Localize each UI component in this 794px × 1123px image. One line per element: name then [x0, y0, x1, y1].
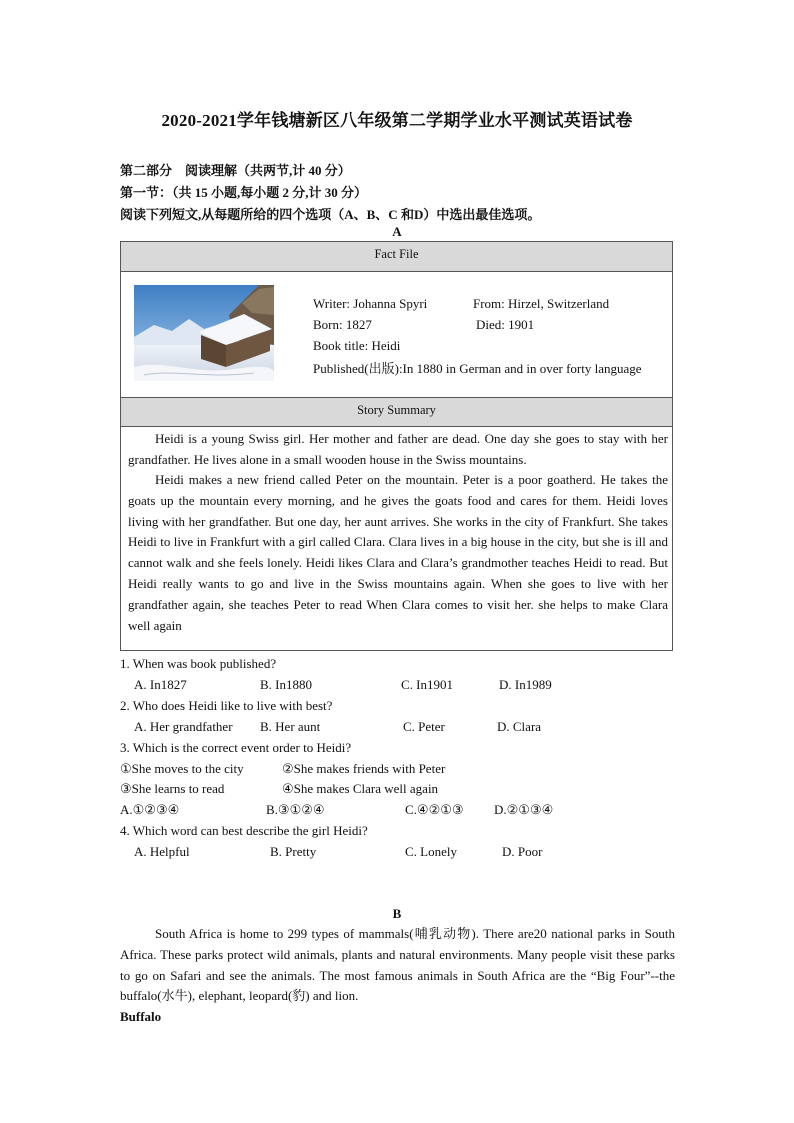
question-4-option-d: D. Poor — [502, 844, 543, 859]
story-summary-header: Story Summary — [121, 397, 672, 427]
question-2-stem: 2. Who does Heidi like to live with best? — [120, 698, 333, 713]
passage-b-subheading: Buffalo — [120, 1009, 162, 1024]
passage-b-paragraph: South Africa is home to 299 types of mammals(哺乳动物). There are20 national parks in South Africa. These parks protect wild animals, plants and natural environments. Many people visit these parks to go on Safari and see the animals. The most famous animals in South Africa are the “Big Four”--the buffalo(水牛), elephant, leopard(豹) and lion. — [120, 926, 675, 1004]
question-3-option-d: D.②①③④ — [494, 802, 554, 817]
page-title: 2020-2021学年钱塘新区八年级第二学期学业水平测试英语试卷 — [161, 111, 633, 130]
question-3-event-4: ④She makes Clara well again — [282, 781, 439, 796]
subsection-heading: 第一节：（共 15 小题,每小题 2 分,计 30 分） — [120, 185, 368, 200]
question-3-option-a: A.①②③④ — [120, 802, 180, 817]
question-1-stem: 1. When was book published? — [120, 656, 277, 671]
mountain-cabin-photo — [134, 285, 274, 381]
question-4-option-b: B. Pretty — [270, 844, 317, 859]
story-paragraph-1: Heidi is a young Swiss girl. Her mother and father are dead. One day she goes to stay with her grandfather. He lives alone in a small wooden house in the Swiss mountains. — [128, 431, 668, 467]
question-2-option-d: D. Clara — [497, 719, 542, 734]
question-2-option-c: C. Peter — [403, 719, 445, 734]
instruction-text: 阅读下列短文,从每题所给的四个选项（A、B、C 和D）中选出最佳选项。 — [120, 207, 541, 222]
question-2-option-b: B. Her aunt — [260, 719, 321, 734]
question-3-event-2: ②She makes friends with Peter — [282, 761, 446, 776]
section-part-heading: 第二部分 阅读理解（共两节,计 40 分） — [120, 163, 351, 178]
fact-book-title: Book title: Heidi — [313, 338, 401, 353]
question-3-event-1: ①She moves to the city — [120, 761, 244, 776]
question-3-event-3: ③She learns to read — [120, 781, 225, 796]
passage-b-label: B — [392, 906, 402, 921]
question-4-option-a: A. Helpful — [134, 844, 190, 859]
story-paragraph-2: Heidi makes a new friend called Peter on the mountain. Peter is a poor goatherd. He takes the goats up the mountain every morning, and he gives the goats food and cares for them. Heidi loves living with her grandfather. But one day, her aunt arrives. She works in the city of Frankfurt. She takes Heidi to live in Frankfurt with a girl called Clara. Clara lives in a big house in the city, but she is ill and cannot walk and she feels lonely. Heidi likes Clara and Clara’s grandmother teaches Heidi to read. But Heidi really wants to go and live in the Swiss mountains again. When she goes to live with her grandfather again, she teaches Peter to read When Clara comes to visit her. she helps to make Clara well again — [128, 472, 668, 633]
question-1-option-c: C. In1901 — [401, 677, 453, 692]
question-4-stem: 4. Which word can best describe the girl Heidi? — [120, 823, 368, 838]
fact-born: Born: 1827 — [313, 317, 372, 332]
fact-died: Died: 1901 — [476, 317, 535, 332]
question-2-option-a: A. Her grandfather — [134, 719, 233, 734]
question-1-option-d: D. In1989 — [499, 677, 552, 692]
fact-file-box — [120, 241, 673, 651]
question-3-stem: 3. Which is the correct event order to Heidi? — [120, 740, 352, 755]
fact-published: Published(出版):In 1880 in German and in over forty language — [313, 361, 642, 376]
question-3-option-c: C.④②①③ — [405, 802, 464, 817]
question-1-option-b: B. In1880 — [260, 677, 312, 692]
fact-file-header: Fact File — [121, 242, 672, 272]
passage-a-label: A — [392, 224, 402, 239]
fact-from: From: Hirzel, Switzerland — [473, 296, 610, 311]
question-3-option-b: B.③①②④ — [266, 802, 325, 817]
fact-writer: Writer: Johanna Spyri — [313, 296, 428, 311]
question-4-option-c: C. Lonely — [405, 844, 457, 859]
question-1-option-a: A. In1827 — [134, 677, 187, 692]
